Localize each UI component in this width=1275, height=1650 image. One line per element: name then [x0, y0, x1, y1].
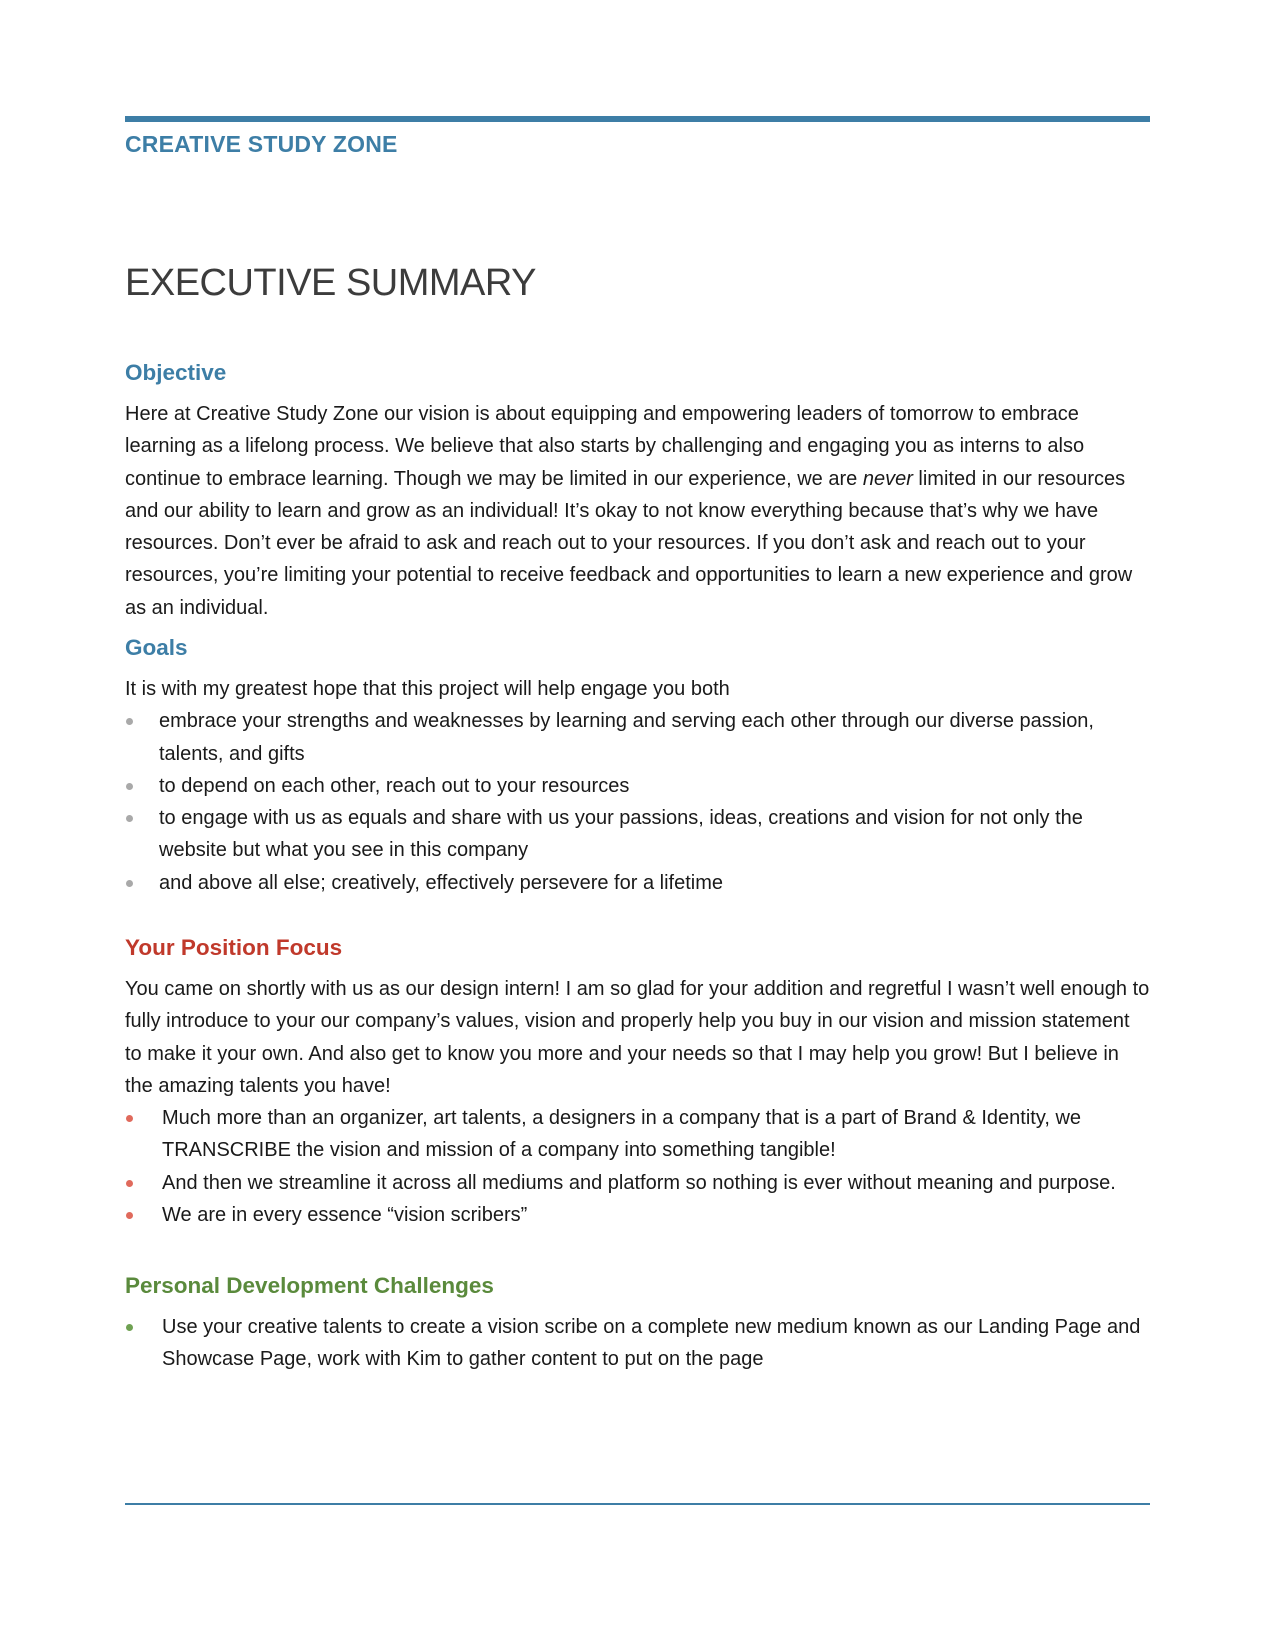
development-section — [125, 1272, 1150, 1376]
goal-text: embrace your strengths and weaknesses by learning and serving each other through our diverse passion, talents, and gifts — [159, 710, 1094, 765]
organization-name: CREATIVE STUDY ZONE — [125, 131, 398, 157]
goals-heading: Goals — [125, 635, 188, 660]
development-list — [125, 1311, 1150, 1376]
focus-text: We are in every essence “vision scribers” — [162, 1204, 528, 1227]
bullet-icon — [126, 783, 133, 790]
goals-intro: It is with my greatest hope that this project will help engage you both — [125, 678, 730, 700]
objective-section — [125, 359, 1150, 624]
objective-emphasis: never — [862, 467, 913, 490]
bottom-divider — [125, 1503, 1150, 1505]
objective-text-start: Here at Creative Study Zone our vision is about equipping and empowering leaders of tomorrow to embrace learning as a lifelong process. We believe that also starts by challenging and engaging you as interns to also continue to embrace learning. Though we may be limited in our experience, we are — [125, 403, 1085, 490]
position-focus-list — [125, 1102, 1150, 1231]
position-focus-section — [125, 934, 1150, 1231]
bullet-icon — [126, 718, 133, 725]
list-item — [125, 1199, 1150, 1231]
bullet-icon — [126, 815, 133, 822]
challenge-text: Use your creative talents to create a vision scribe on a complete new medium known as our Landing Page and Showcase Page, work with Kim to gather content to put on the page — [162, 1316, 1141, 1371]
list-item — [125, 1167, 1150, 1199]
position-focus-heading: Your Position Focus — [125, 935, 343, 960]
bullet-icon — [126, 880, 133, 887]
list-item — [125, 705, 1150, 770]
focus-text: And then we streamline it across all mediums and platform so nothing is ever without meaning and purpose. — [162, 1171, 1116, 1194]
objective-heading: Objective — [125, 360, 227, 385]
objective-text-end: limited in our resources and our ability to learn and grow as an individual! It’s okay to not know everything because that’s why we have resources. Don’t ever be afraid to ask and reach out to your resources. If you don’t ask and reach out to your resources, you’re limiting your potential to receive feedback and opportunities to learn a new experience and grow as an individual. — [125, 467, 1133, 619]
list-item — [125, 770, 1150, 802]
list-item — [125, 1311, 1150, 1376]
bullet-icon — [126, 1212, 133, 1219]
list-item — [125, 802, 1150, 867]
position-focus-intro: You came on shortly with us as our design intern! I am so glad for your addition and regretful I wasn’t well enough to fully introduce to your our company’s values, vision and properly help you buy in our vision and mission statement to make it your own. And also get to know you more and your needs so that I may help you grow! But I believe in the amazing talents you have! — [125, 978, 1150, 1097]
goal-text: to engage with us as equals and share with us your passions, ideas, creations and vision for not only the website but what you see in this company — [159, 807, 1083, 862]
goal-text: to depend on each other, reach out to your resources — [159, 774, 630, 797]
list-item — [125, 1102, 1150, 1167]
goal-text: and above all else; creatively, effectively persevere for a lifetime — [159, 871, 723, 894]
list-item — [125, 867, 1150, 899]
goals-list — [125, 705, 1150, 899]
document-page — [125, 0, 1150, 1650]
objective-paragraph — [125, 398, 1150, 624]
focus-text: Much more than an organizer, art talents, a designers in a company that is a part of Brand & Identity, we TRANSCRIBE the vision and mission of a company into something tangible! — [162, 1107, 1082, 1162]
development-heading: Personal Development Challenges — [125, 1273, 494, 1298]
bullet-icon — [126, 1115, 133, 1122]
page-title: EXECUTIVE SUMMARY — [125, 262, 536, 304]
bullet-icon — [126, 1324, 133, 1331]
bullet-icon — [126, 1180, 133, 1187]
goals-section — [125, 634, 1150, 899]
top-divider — [125, 116, 1150, 122]
